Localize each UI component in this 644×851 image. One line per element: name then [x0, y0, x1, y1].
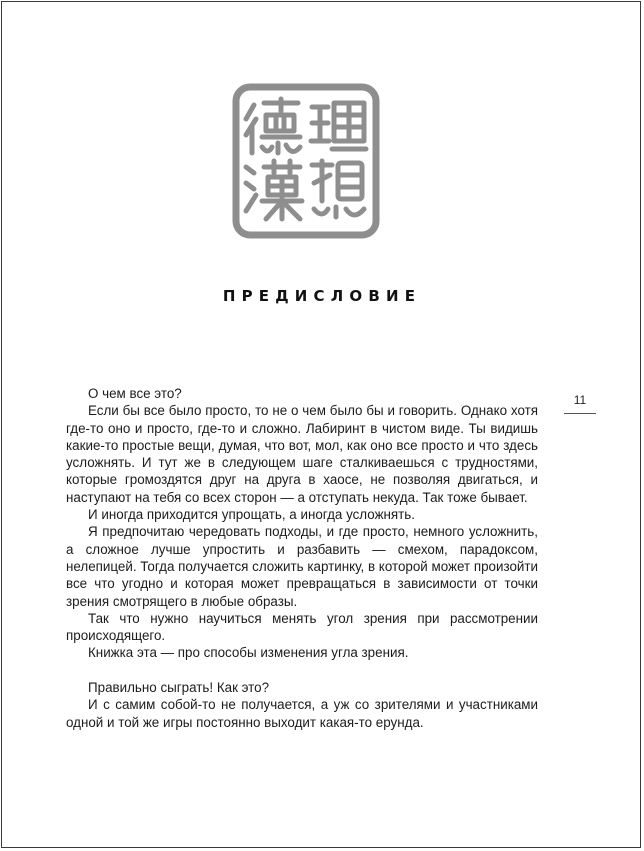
seal-stamp-image [232, 83, 380, 239]
paragraph: О чем все это? [88, 386, 182, 401]
page-number: 11 [564, 393, 596, 414]
body-text [66, 385, 538, 731]
paragraph: Если бы все было просто, то не о чем было бы и говорить. Однако хотя где-то оно и просто, где-то и сложно. Лабиринт в чистом виде. Ты видишь какие-то простые вещи, думая, что вот, мол, как оно все просто и что здесь усложнять. И тут же в следующем шаге сталкиваешься с трудностями, которые громоздятся друг на друга в хаосе, не позволяя двигаться, и наступают на тебя со всех сторон — а отступать некуда. Так тоже бывает. [66, 403, 538, 505]
paragraph: Я предпочитаю чередовать подходы, и где просто, немного усложнить, а сложное лучше упростить и разбавить — смехом, парадоксом, нелепицей. Тогда получается сложить картинку, в которой может произойти все что угодно и которая может превращаться в зависимости от точки зрения смотрящего в любые образы. [66, 524, 538, 609]
paragraph: Так что нужно научиться менять угол зрения при рассмотрении происходящего. [66, 610, 538, 644]
paragraph: И с самим собой-то не получается, а уж со зрителями и участниками одной и той же игры постоянно выходит какая-то ерунда. [66, 697, 538, 730]
paragraph: И иногда приходится упрощать, а иногда усложнять. [88, 507, 415, 523]
paragraph: Книжка эта — про способы изменения угла зрения. [88, 645, 409, 661]
paragraph: Правильно сыграть! Как это? [88, 680, 270, 696]
page-title: ПРЕДИСЛОВИЕ [222, 287, 422, 305]
